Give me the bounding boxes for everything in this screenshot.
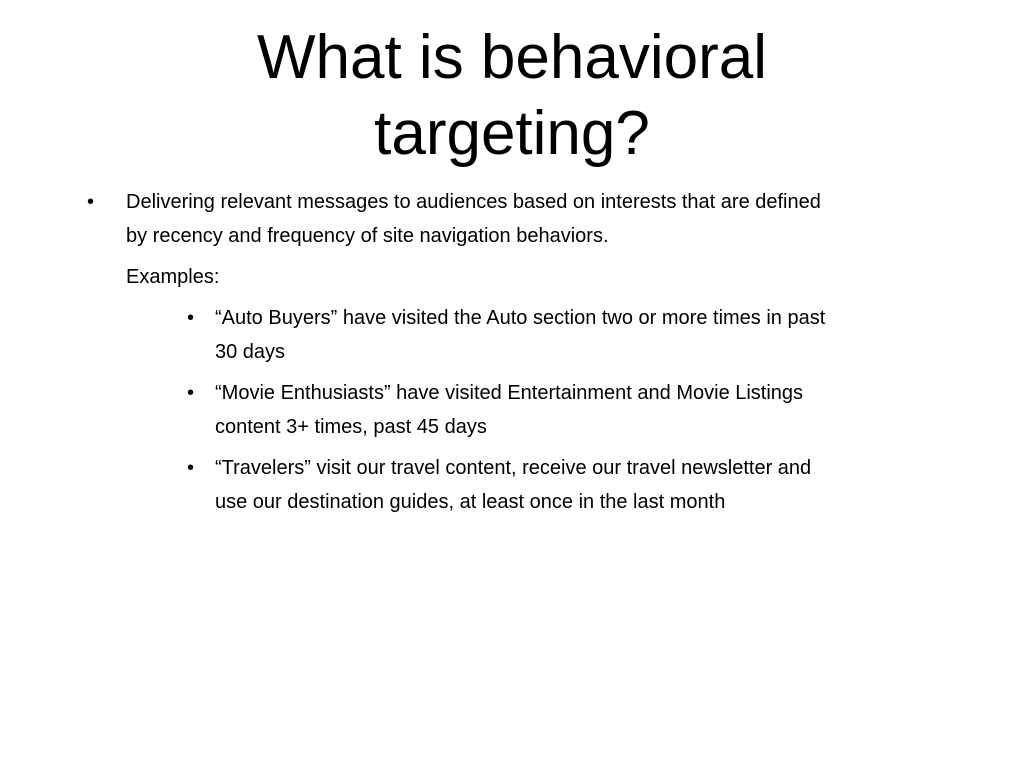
sub-bullet-marker-3: • (187, 457, 195, 479)
sub-bullet-2 (215, 376, 925, 444)
main-bullet-text (126, 185, 926, 253)
sub-bullet-marker-1: • (187, 307, 195, 329)
main-bullet-line-2: by recency and frequency of site navigation behaviors. (126, 225, 609, 247)
slide-title-line-2: targeting? (374, 99, 650, 168)
sub-bullet-3-line-1: “Travelers” visit our travel content, receive our travel newsletter and (215, 457, 812, 479)
sub-bullet-3-line-2: use our destination guides, at least once in the last month (215, 491, 726, 513)
main-bullet-marker: • (87, 191, 95, 213)
slide-title (150, 20, 874, 172)
sub-bullet-2-line-2: content 3+ times, past 45 days (215, 416, 487, 438)
sub-bullet-1-line-1: “Auto Buyers” have visited the Auto section two or more times in past (215, 307, 826, 329)
sub-bullet-2-line-1: “Movie Enthusiasts” have visited Entertainment and Movie Listings (215, 382, 804, 404)
sub-bullet-1-line-2: 30 days (215, 341, 286, 363)
sub-bullet-3 (215, 451, 925, 519)
examples-label: Examples: (126, 266, 220, 288)
sub-bullet-marker-2: • (187, 382, 195, 404)
slide-title-line-1: What is behavioral (256, 23, 768, 92)
sub-bullet-1 (215, 301, 925, 369)
main-bullet-line-1: Delivering relevant messages to audiences based on interests that are defined (126, 191, 821, 213)
